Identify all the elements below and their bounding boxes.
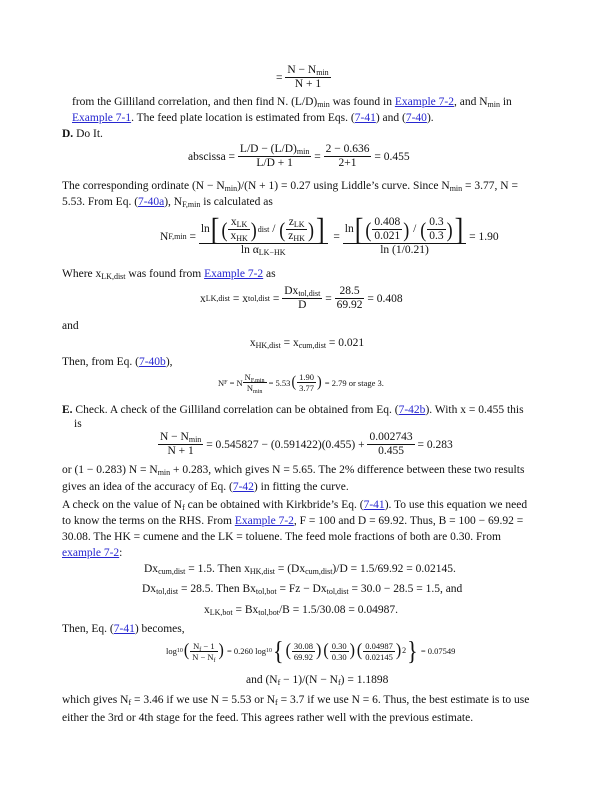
slash: / bbox=[413, 223, 417, 235]
text: ). To use this equation we need bbox=[384, 499, 528, 511]
subscript: LK,bot bbox=[209, 608, 233, 617]
denominator: 0.30 bbox=[331, 651, 347, 662]
text: The corresponding ordinate (N − N bbox=[62, 180, 225, 192]
text: ), bbox=[165, 356, 173, 368]
text: Where x bbox=[62, 268, 102, 280]
paragraph-line bbox=[62, 622, 185, 636]
text: /B = 1.5/30.08 = 0.04987. bbox=[278, 604, 399, 616]
subscript: min bbox=[188, 435, 202, 444]
equation-xhk-dist bbox=[0, 336, 614, 350]
denominator: L/D + 1 bbox=[256, 157, 293, 169]
text: = 3.7 if we use N = 6. Thus, the best estimate is to use bbox=[277, 694, 530, 706]
subscript: tol,dist bbox=[156, 587, 179, 596]
fraction bbox=[297, 372, 316, 393]
text: 5.53. From Eq. ( bbox=[62, 196, 139, 208]
step-e-line bbox=[62, 403, 524, 417]
subscript: cum,dist bbox=[158, 567, 186, 576]
subscript: f bbox=[199, 646, 202, 653]
text: = N bbox=[229, 377, 243, 388]
fraction bbox=[367, 431, 414, 458]
paragraph-line bbox=[62, 711, 473, 725]
text: = 28.5. Then Bx bbox=[178, 583, 256, 595]
text: x bbox=[249, 337, 256, 349]
link-eq-7-40[interactable]: 7-40 bbox=[405, 112, 427, 124]
fraction: ln [ ( $\frac{x_{LK}}{x_{HK}}$ ) dist / ( $\frac{z_{LK}}{z_{HK}}$ ) ] $\ln \alpha_{LK-HK}$ bbox=[199, 216, 328, 257]
step-label: E. bbox=[62, 404, 73, 416]
variable: z bbox=[288, 216, 294, 228]
paragraph-line bbox=[72, 111, 434, 125]
paragraph-line bbox=[62, 530, 501, 544]
subscript: LK bbox=[236, 220, 248, 229]
variable: z bbox=[288, 230, 294, 242]
text: ). With x = 0.455 this bbox=[425, 404, 524, 416]
subscript: min bbox=[296, 147, 310, 156]
text: is calculated as bbox=[200, 196, 273, 208]
text: : bbox=[119, 547, 123, 559]
text: or (1 − 0.283) N = N bbox=[62, 464, 158, 476]
text: which gives N bbox=[62, 694, 129, 706]
fraction bbox=[158, 431, 203, 458]
numerator: 0.002743 bbox=[369, 431, 413, 443]
paragraph-line bbox=[62, 546, 122, 560]
equation-ratio-result bbox=[246, 673, 388, 687]
paragraph-line bbox=[62, 463, 524, 477]
equals-sign: = bbox=[276, 71, 283, 84]
text: )/D = 1.5/69.92 = 0.02145. bbox=[332, 563, 456, 575]
subscript: f bbox=[213, 657, 216, 664]
link-example-7-1[interactable]: Example 7-1 bbox=[72, 112, 132, 124]
text: x bbox=[204, 604, 210, 616]
text: Then, Eq. ( bbox=[62, 623, 114, 635]
numerator: N − N bbox=[160, 431, 189, 443]
text: ) in fitting the curve. bbox=[253, 481, 349, 493]
text: either the 3rd or 4th stage for the feed. This agrees rather well with the previous estimate. bbox=[62, 712, 474, 724]
numerator: N − N bbox=[287, 64, 317, 76]
paragraph-line bbox=[62, 319, 79, 333]
slash: / bbox=[272, 223, 276, 235]
result: = 1.90 bbox=[469, 230, 499, 243]
result: = 0.455 bbox=[374, 150, 410, 163]
link-example-7-2[interactable]: Example 7-2 bbox=[204, 268, 264, 280]
result: = 0.283 bbox=[417, 438, 453, 451]
text: , F = 100 and D = 69.92. Thus, B = 100 − 69.92 = bbox=[293, 515, 524, 527]
text: )/(N + 1) = 0.27 using Liddle’s curve. Since N bbox=[237, 180, 450, 192]
text: can be obtained with Kirkbride’s Eq. ( bbox=[184, 499, 364, 511]
equation-nmin-fraction bbox=[276, 64, 331, 91]
variable: x bbox=[230, 216, 237, 228]
subscript: min bbox=[157, 468, 171, 477]
text: Do It. bbox=[73, 128, 103, 140]
paragraph-line bbox=[62, 498, 527, 512]
subscript: min bbox=[449, 184, 463, 193]
link-example-7-2[interactable]: example 7-2 bbox=[62, 547, 120, 559]
paragraph-line bbox=[62, 514, 523, 528]
fraction bbox=[330, 641, 349, 662]
text: 30.08. The HK = cumene and the LK = toluene. The feed mole fractions of both are 0.30. From bbox=[62, 531, 501, 543]
subscript: F,min bbox=[182, 200, 201, 209]
variable: x bbox=[230, 230, 237, 242]
paragraph-line bbox=[62, 195, 273, 209]
computation-line bbox=[204, 603, 398, 617]
paragraph-line bbox=[62, 693, 529, 707]
text: ). bbox=[426, 112, 434, 124]
subscript: f bbox=[337, 678, 341, 687]
subscript: cum,dist bbox=[305, 567, 333, 576]
equation-abscissa bbox=[188, 143, 410, 170]
text: Then, from Eq. ( bbox=[62, 356, 139, 368]
text: Dx bbox=[142, 583, 157, 595]
subscript: HK,dist bbox=[255, 341, 281, 350]
equation-nf: N F = N $\frac{N_{F,min}}{N_{min}}$ = 5.53 ( $\frac{1.90}{3.77}$ ) = 2.79 or stage 3. bbox=[218, 372, 384, 395]
subscript: min bbox=[317, 100, 330, 109]
text: = 5.53 bbox=[268, 377, 291, 388]
denominator: 3.77 bbox=[299, 383, 314, 393]
denominator: 0.021 bbox=[374, 230, 401, 242]
computation-line bbox=[144, 562, 456, 576]
text: = 30.0 − 28.5 = 1.5, and bbox=[348, 583, 463, 595]
subscript: HK bbox=[293, 234, 305, 243]
text: , and N bbox=[453, 96, 488, 108]
fraction bbox=[285, 64, 330, 91]
text: as bbox=[263, 268, 276, 280]
subscript: tol,bot bbox=[258, 608, 279, 617]
subscript: LK bbox=[293, 220, 305, 229]
link-eq-7-40a[interactable]: 7-40a bbox=[138, 196, 165, 208]
link-eq-7-42b[interactable]: 7-42b bbox=[398, 404, 426, 416]
equation-xlk-dist: x LK,dist = x tol,dist = $\frac{Dx_{tol,dist}}{D}$ = $\frac{28.5}{69.92}$ = 0.408 bbox=[200, 285, 403, 311]
denominator: N − N bbox=[192, 651, 214, 662]
equals-sign: = bbox=[189, 230, 196, 243]
text: gives an idea of the accuracy of Eq. ( bbox=[62, 481, 233, 493]
equals-sign: = bbox=[314, 150, 321, 163]
fraction bbox=[282, 285, 322, 312]
numerator: 30.08 bbox=[293, 640, 314, 651]
subscript: tol,bot bbox=[255, 587, 277, 596]
text: Check. A check of the Gilliland correlation can be obtained from Eq. ( bbox=[72, 404, 399, 416]
result: = 2.79 or stage 3. bbox=[324, 377, 384, 388]
link-example-7-2[interactable]: Example 7-2 bbox=[394, 96, 454, 108]
paragraph-line bbox=[72, 95, 512, 109]
text: log bbox=[166, 646, 177, 656]
fraction bbox=[324, 143, 372, 170]
denominator: ln (1/0.21) bbox=[380, 244, 429, 256]
text: = 1.5. Then x bbox=[185, 563, 250, 575]
numerator: N bbox=[244, 372, 251, 382]
subscript: LK,dist bbox=[101, 272, 126, 281]
text: = Fz − Dx bbox=[276, 583, 327, 595]
denominator: 2+1 bbox=[338, 157, 357, 169]
text: ) becomes, bbox=[134, 623, 185, 635]
text: was found from bbox=[125, 268, 205, 280]
text: from the Gilliland correlation, and then find N. (L/D) bbox=[72, 96, 318, 108]
subscript: tol,dist bbox=[326, 587, 349, 596]
computation-line bbox=[142, 582, 462, 596]
subscript: cum,dist bbox=[298, 341, 327, 350]
subscript: HK,dist bbox=[249, 567, 275, 576]
fraction bbox=[363, 641, 395, 662]
denominator: 0.02145 bbox=[365, 651, 393, 662]
text: . The feed plate location is estimated from Eqs. ( bbox=[131, 112, 355, 124]
text: ) and ( bbox=[375, 112, 406, 124]
numerator: 0.30 bbox=[331, 640, 347, 651]
result: = 0.07549 bbox=[420, 646, 456, 656]
numerator: 28.5 bbox=[335, 285, 365, 299]
fraction bbox=[228, 216, 249, 243]
text: = (Dx bbox=[274, 563, 306, 575]
link-eq-7-41[interactable]: 7-41 bbox=[354, 112, 376, 124]
paragraph-line bbox=[62, 179, 518, 193]
result: = 0.408 bbox=[367, 292, 403, 305]
text: A check on the value of N bbox=[62, 499, 183, 511]
fraction bbox=[286, 216, 307, 243]
fraction: ln [ ( $\frac{0.408}{0.021}$ ) / ( $\frac{0.3}{0.3}$ ) ] ln (1/0.21) bbox=[343, 216, 467, 257]
link-example-7-2[interactable]: Example 7-2 bbox=[234, 515, 294, 527]
subscript: min bbox=[316, 68, 329, 77]
step-d-heading bbox=[62, 127, 103, 141]
text: was found in bbox=[329, 96, 395, 108]
text: = 0.260 log bbox=[226, 646, 267, 656]
equals-sign: = bbox=[325, 292, 332, 305]
equals-sign: = bbox=[333, 230, 340, 243]
equation-gilliland-check bbox=[158, 431, 453, 458]
subscript: f bbox=[182, 503, 185, 512]
subscript: F,min bbox=[250, 378, 265, 384]
numerator: 2 − 0.636 bbox=[325, 143, 370, 155]
text: ), N bbox=[164, 196, 183, 208]
link-eq-7-41[interactable]: 7-41 bbox=[113, 623, 135, 635]
text: = x bbox=[232, 292, 248, 305]
ln-operator: ln bbox=[200, 223, 210, 235]
lhs: N bbox=[160, 230, 169, 243]
subscript: f bbox=[277, 678, 281, 687]
text: is bbox=[74, 418, 82, 430]
text: = 3.77, N = bbox=[462, 180, 518, 192]
fraction bbox=[335, 285, 365, 312]
fraction bbox=[243, 372, 267, 393]
text: − 1)/(N − N bbox=[280, 674, 338, 686]
text: and (N bbox=[246, 674, 278, 686]
link-eq-7-41[interactable]: 7-41 bbox=[363, 499, 385, 511]
numerator: 0.04987 bbox=[365, 640, 393, 651]
text: in bbox=[499, 96, 512, 108]
subscript: f bbox=[128, 698, 132, 707]
subscript: f bbox=[275, 698, 278, 707]
denominator: D bbox=[298, 299, 307, 311]
text: ) = 1.1898 bbox=[340, 674, 389, 686]
fraction bbox=[427, 216, 445, 243]
text: + 0.283, which gives N = 5.65. The 2% difference between these two results bbox=[170, 464, 525, 476]
text: − 1 bbox=[201, 640, 215, 651]
numerator: 0.408 bbox=[374, 216, 401, 228]
numerator: 0.3 bbox=[429, 216, 444, 228]
link-eq-7-40b[interactable]: 7-40b bbox=[138, 356, 166, 368]
denominator: 0.3 bbox=[429, 230, 444, 242]
equation-label: abscissa = bbox=[188, 150, 236, 163]
text: Dx bbox=[144, 563, 159, 575]
equation-nf-min: N F,min = ln [ ( $\frac{x_{LK}}{x_{HK}}$ ) dist / ( $\frac{z_{LK}}{z_{HK}}$ ) ] $\ln \alpha_{LK-HK}$ = ln [ ( $\frac{0.408}{0.021}$ ) / ( $\frac{0.3}{0.3}$ ) ] ln (1/0.21) = 1.90 bbox=[160, 211, 499, 257]
text: = Bx bbox=[232, 604, 259, 616]
fraction bbox=[190, 641, 217, 662]
denominator: 69.92 bbox=[336, 299, 363, 311]
text: = x bbox=[280, 337, 299, 349]
text: to know the terms on the RHS. From bbox=[62, 515, 235, 527]
subscript: min bbox=[487, 100, 500, 109]
equation-kirkbride: log 10 ( $\frac{N_f - 1}{N - N_f}$ ) = 0.260 log 10 { ( $\frac{30.08}{69.92}$ ) ( $\frac{0.30}{0.30}$ ) ( $\frac{0.04987}{0.02145}$ ) 2 } = 0.07549 bbox=[166, 635, 456, 666]
link-eq-7-42[interactable]: 7-42 bbox=[232, 481, 254, 493]
paragraph-line bbox=[62, 355, 173, 369]
text: = 0.545827 − (0.591422)(0.455) + bbox=[206, 438, 365, 451]
paragraph-line bbox=[62, 480, 349, 494]
denominator: N + 1 bbox=[294, 78, 322, 90]
lhs: N bbox=[218, 377, 225, 388]
denominator: N bbox=[246, 383, 253, 393]
ln-operator: ln bbox=[344, 223, 354, 235]
fraction bbox=[372, 216, 402, 243]
subscript: min bbox=[252, 389, 263, 395]
numerator: 1.90 bbox=[299, 372, 314, 382]
subscript: min bbox=[224, 184, 238, 193]
text: = 3.46 if we use N = 5.53 or N bbox=[131, 694, 276, 706]
denominator: ln α bbox=[240, 244, 259, 256]
fraction bbox=[238, 143, 311, 170]
text: and bbox=[62, 320, 79, 332]
paragraph-line bbox=[74, 417, 82, 431]
numerator: N bbox=[193, 640, 200, 651]
fraction bbox=[292, 641, 315, 662]
denominator: 0.455 bbox=[378, 445, 404, 457]
subscript: tol,dist bbox=[298, 289, 321, 298]
lhs: x bbox=[200, 292, 206, 305]
denominator: 69.92 bbox=[293, 651, 314, 662]
equals-sign: = bbox=[272, 292, 280, 305]
subscript: HK bbox=[236, 234, 248, 243]
step-label: D. bbox=[62, 128, 74, 140]
numerator: L/D − (L/D) bbox=[239, 143, 297, 155]
paragraph-line bbox=[62, 267, 276, 281]
subscript: LK−HK bbox=[258, 248, 286, 257]
denominator: N + 1 bbox=[167, 445, 194, 457]
text: = 0.021 bbox=[326, 337, 365, 349]
numerator: Dx bbox=[284, 285, 299, 297]
